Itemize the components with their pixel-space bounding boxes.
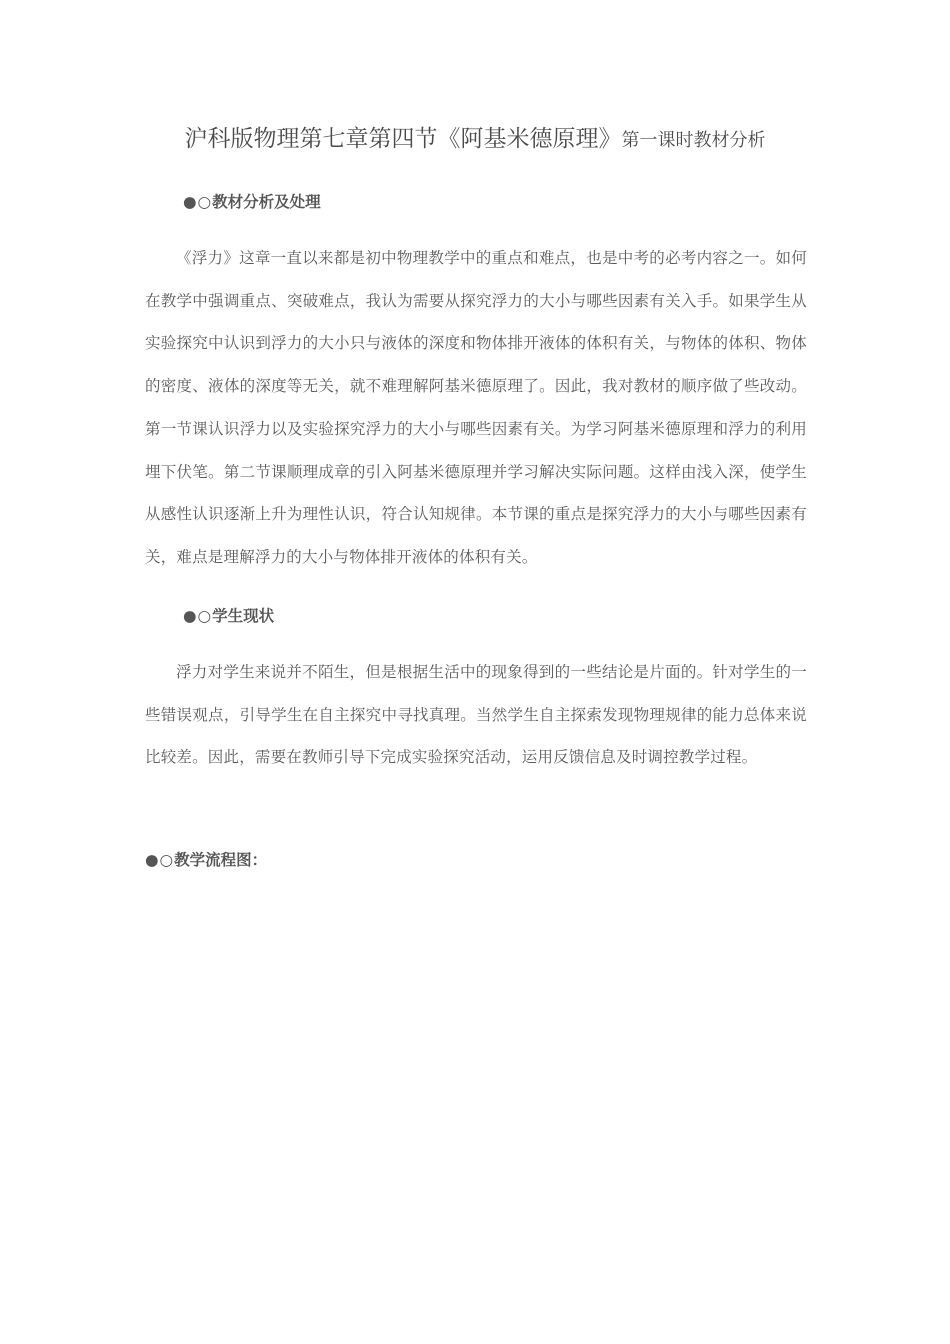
title-main: 沪科版物理第七章第四节《阿基米德原理》 xyxy=(184,126,622,152)
bullet-marker-icon: ●○ xyxy=(183,193,213,211)
bullet-marker-icon: ●○ xyxy=(183,607,213,625)
section-heading-label: 教学流程图： xyxy=(174,851,268,869)
section-paragraph-student-status: 浮力对学生来说并不陌生，但是根据生活中的现象得到的一些结论是片面的。针对学生的一些错误观点，引导学生在自主探究中寻找真理。当然学生自主探索发现物理规律的能力总体来说比较差。因此，需要在教师引导下完成实验探究活动，运用反馈信息及时调控教学过程。 xyxy=(145,663,807,767)
document-title xyxy=(0,120,950,153)
section-heading-label: 教材分析及处理 xyxy=(212,193,321,211)
section-heading-student-status xyxy=(183,604,274,626)
section-heading-teaching-flowchart xyxy=(145,848,267,870)
section-paragraph-textbook-analysis: 《浮力》这章一直以来都是初中物理教学中的重点和难点，也是中考的必考内容之一。如何在教学中强调重点、突破难点，我认为需要从探究浮力的大小与哪些因素有关入手。如果学生从实验探究中认识到浮力的大小只与液体的深度和物体排开液体的体积有关，与物体的体积、物体的密度、液体的深度等无关，就不难理解阿基米德原理了。因此，我对教材的顺序做了些改动。第一节课认识浮力以及实验探究浮力的大小与哪些因素有关。为学习阿基米德原理和浮力的利用埋下伏笔。第二节课顺理成章的引入阿基米德原理并学习解决实际问题。这样由浅入深，使学生从感性认识逐渐上升为理性认识，符合认知规律。本节课的重点是探究浮力的大小与哪些因素有关，难点是理解浮力的大小与物体排开液体的体积有关。 xyxy=(145,249,807,566)
bullet-marker-icon: ●○ xyxy=(145,851,175,869)
section-heading-label: 学生现状 xyxy=(212,607,275,625)
section-heading-textbook-analysis xyxy=(183,190,321,212)
title-subtitle: 第一课时教材分析 xyxy=(621,130,766,151)
